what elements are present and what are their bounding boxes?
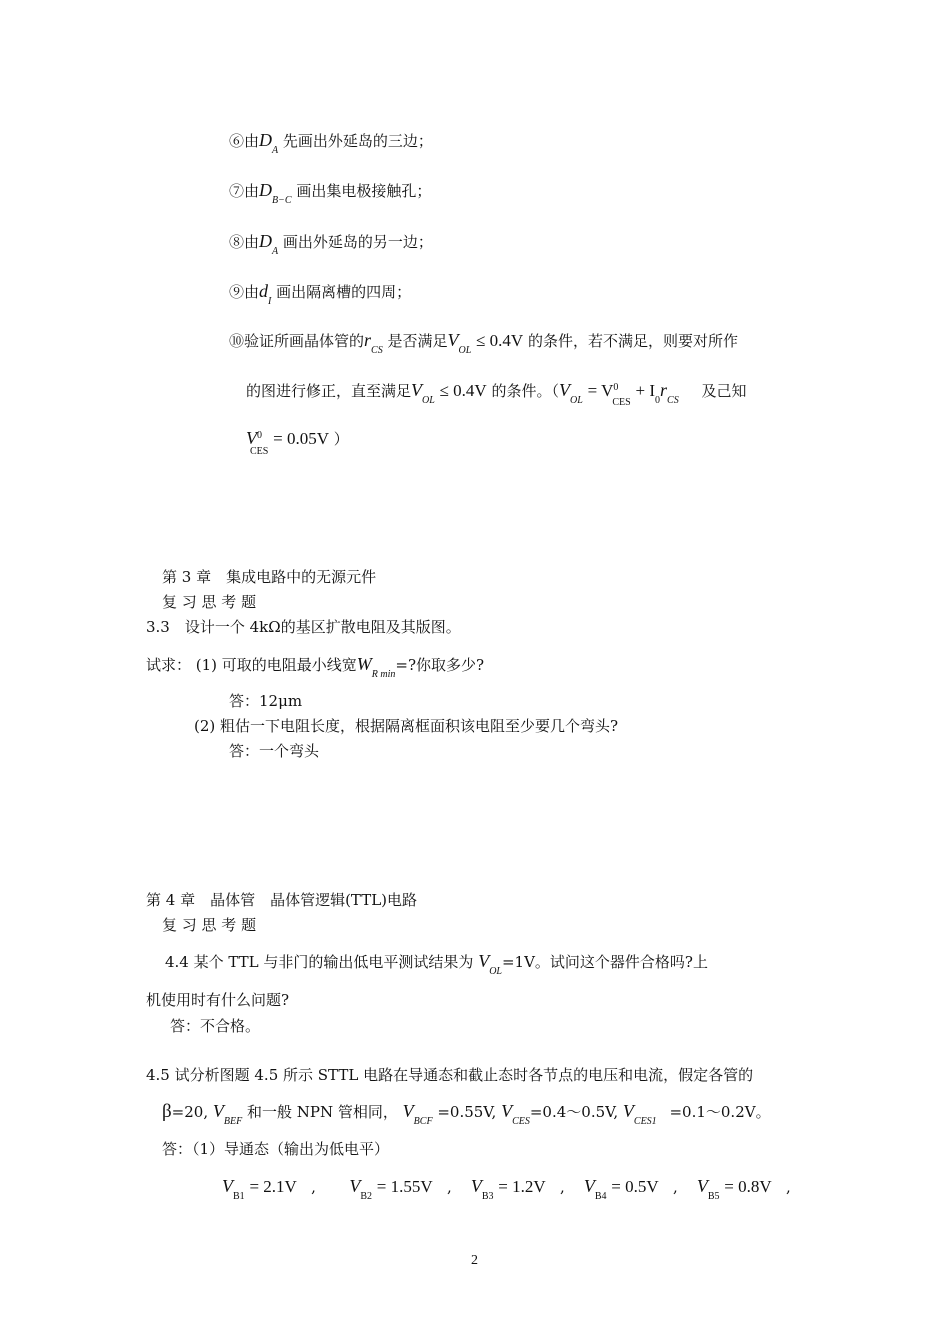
formula-plus: + I <box>635 381 656 400</box>
answer-2: 答：一个弯头 <box>229 742 320 760</box>
beta-symbol: β <box>162 1101 172 1122</box>
separator: , <box>559 1178 565 1196</box>
step-marker: ⑩验证所画晶体管的 <box>229 332 365 350</box>
question-text: =20, <box>171 1103 209 1121</box>
subscript: CS <box>667 395 679 406</box>
step-marker: ⑥由 <box>229 132 260 150</box>
question-4-5-line-2 <box>162 1101 771 1125</box>
symbol: V <box>622 1101 634 1121</box>
step-6 <box>229 130 433 154</box>
value-item <box>696 1176 791 1202</box>
subscript: B3 <box>481 1191 494 1202</box>
question-3-3: 3.3 设计一个 4kΩ的基区扩散电阻及其版图。 <box>146 618 461 636</box>
condition: ≤ 0.4V <box>439 381 487 400</box>
symbol: V <box>402 1101 414 1121</box>
step-text: 的条件。（ <box>491 382 559 400</box>
symbol: V <box>696 1176 708 1196</box>
subscript: OL <box>489 966 502 977</box>
subscript: A <box>272 145 279 156</box>
subscript: R min <box>371 669 396 680</box>
value-item <box>349 1176 452 1202</box>
formula-eq: = 0.05V <box>273 429 329 448</box>
value-item <box>583 1176 678 1202</box>
question-text: =?你取多少? <box>395 656 485 674</box>
subscript: B−C <box>272 195 292 206</box>
subscript: BEF <box>223 1116 243 1127</box>
step-10-line-3 <box>246 428 349 457</box>
subscript: B1 <box>233 1191 245 1202</box>
question-text: 和一般 NPN 管相同， <box>247 1103 398 1121</box>
condition: ≤ 0.4V <box>476 331 524 350</box>
subscript: CES <box>612 397 631 408</box>
subscript: A <box>272 246 279 257</box>
chapter-3-review: 复 习 思 考 题 <box>162 593 257 611</box>
question-text: =0.4～0.5V, <box>529 1103 619 1121</box>
step-text: 是否满足 <box>387 332 448 350</box>
question-text: =0.55V, <box>437 1103 497 1121</box>
answer-1: 答：12μm <box>229 692 303 710</box>
symbol: W <box>356 654 372 674</box>
question-4-5: 4.5 试分析图题 4.5 所示 STTL 电路在导通态和截止态时各节点的电压和电流，假定各管的 <box>146 1066 754 1084</box>
symbol: r <box>364 330 372 350</box>
separator: , <box>672 1178 678 1196</box>
value: = 1.55V <box>376 1177 433 1196</box>
step-8 <box>229 231 433 255</box>
question-text: 4.4 某个 TTL 与非门的输出低电平测试结果为 <box>165 953 479 971</box>
step-7 <box>229 180 431 204</box>
step-marker: ⑦由 <box>229 182 260 200</box>
subscript: 0 <box>655 395 661 406</box>
subscript: I <box>268 296 272 307</box>
subscript: CES <box>512 1116 530 1127</box>
symbol: D <box>259 180 273 200</box>
symbol: V <box>246 428 257 448</box>
symbol: r <box>660 380 668 400</box>
superscript: 0 <box>613 382 619 393</box>
value: = 1.2V <box>498 1177 546 1196</box>
symbol: V <box>349 1176 361 1196</box>
step-9 <box>229 281 411 305</box>
step-marker: ⑨由 <box>229 283 260 301</box>
separator: , <box>785 1178 791 1196</box>
question-3-3-part-2: (2) 粗估一下电阻长度，根据隔离框面积该电阻至少要几个弯头? <box>194 717 619 735</box>
question-text: =0.1～0.2V。 <box>669 1103 771 1121</box>
step-text: 先画出外延岛的三边； <box>282 132 433 150</box>
formula-eq: = V <box>587 381 614 400</box>
value-item <box>222 1176 316 1202</box>
symbol: V <box>501 1101 513 1121</box>
step-text: 及己知 <box>701 382 747 400</box>
subscript: B2 <box>360 1191 372 1202</box>
superscript: 0 <box>257 430 262 441</box>
symbol: V <box>411 380 423 400</box>
page-number: 2 <box>471 1253 478 1268</box>
chapter-4-title: 第 4 章 晶体管 晶体管逻辑(TTL)电路 <box>146 891 418 909</box>
symbol: V <box>447 330 459 350</box>
symbol: V <box>470 1176 482 1196</box>
question-4-4-line-2: 机使用时有什么问题? <box>146 991 290 1009</box>
separator: , <box>446 1178 452 1196</box>
subscript: OL <box>570 395 583 406</box>
value: = 0.8V <box>724 1177 772 1196</box>
subscript: B5 <box>707 1191 720 1202</box>
value-item <box>470 1176 565 1202</box>
symbol: V <box>583 1176 595 1196</box>
step-text: 画出外延岛的另一边； <box>282 233 433 251</box>
step-10-line-2 <box>246 380 747 408</box>
answer-4-4: 答：不合格。 <box>170 1017 261 1035</box>
subscript: CES1 <box>633 1116 657 1127</box>
step-marker: ⑧由 <box>229 233 260 251</box>
value: = 2.1V <box>249 1177 297 1196</box>
step-10-line-1 <box>229 330 738 354</box>
symbol: D <box>259 130 273 150</box>
chapter-4-review: 复 习 思 考 题 <box>162 916 257 934</box>
question-4-4 <box>165 951 708 975</box>
step-text: ） <box>333 430 349 448</box>
step-text: 画出隔离槽的四周； <box>276 283 412 301</box>
symbol: V <box>222 1176 233 1196</box>
symbol: d <box>259 281 269 301</box>
subscript: CS <box>371 345 383 356</box>
subscript: CES <box>250 446 269 457</box>
subscript: OL <box>422 395 435 406</box>
step-text: 的条件，若不满足，则要对所作 <box>527 332 738 350</box>
step-text: 画出集电极接触孔； <box>296 182 432 200</box>
question-text: 试求： (1) 可取的电阻最小线宽 <box>146 656 357 674</box>
voltage-values <box>222 1176 791 1200</box>
value: = 0.5V <box>611 1177 659 1196</box>
chapter-3-title: 第 3 章 集成电路中的无源元件 <box>162 568 377 586</box>
subscript: B4 <box>594 1191 607 1202</box>
subscript: OL <box>458 345 472 356</box>
symbol: V <box>478 951 490 971</box>
separator: , <box>311 1178 316 1196</box>
answer-4-5: 答：（1）导通态（输出为低电平） <box>162 1140 390 1158</box>
symbol: D <box>259 231 273 251</box>
question-3-3-part-1 <box>146 654 484 678</box>
subscript: BCF <box>413 1116 433 1127</box>
step-text: 的图进行修正，直至满足 <box>246 382 412 400</box>
question-text: =1V。试问这个器件合格吗?上 <box>501 953 708 971</box>
symbol: V <box>212 1101 224 1121</box>
symbol: V <box>559 380 570 400</box>
